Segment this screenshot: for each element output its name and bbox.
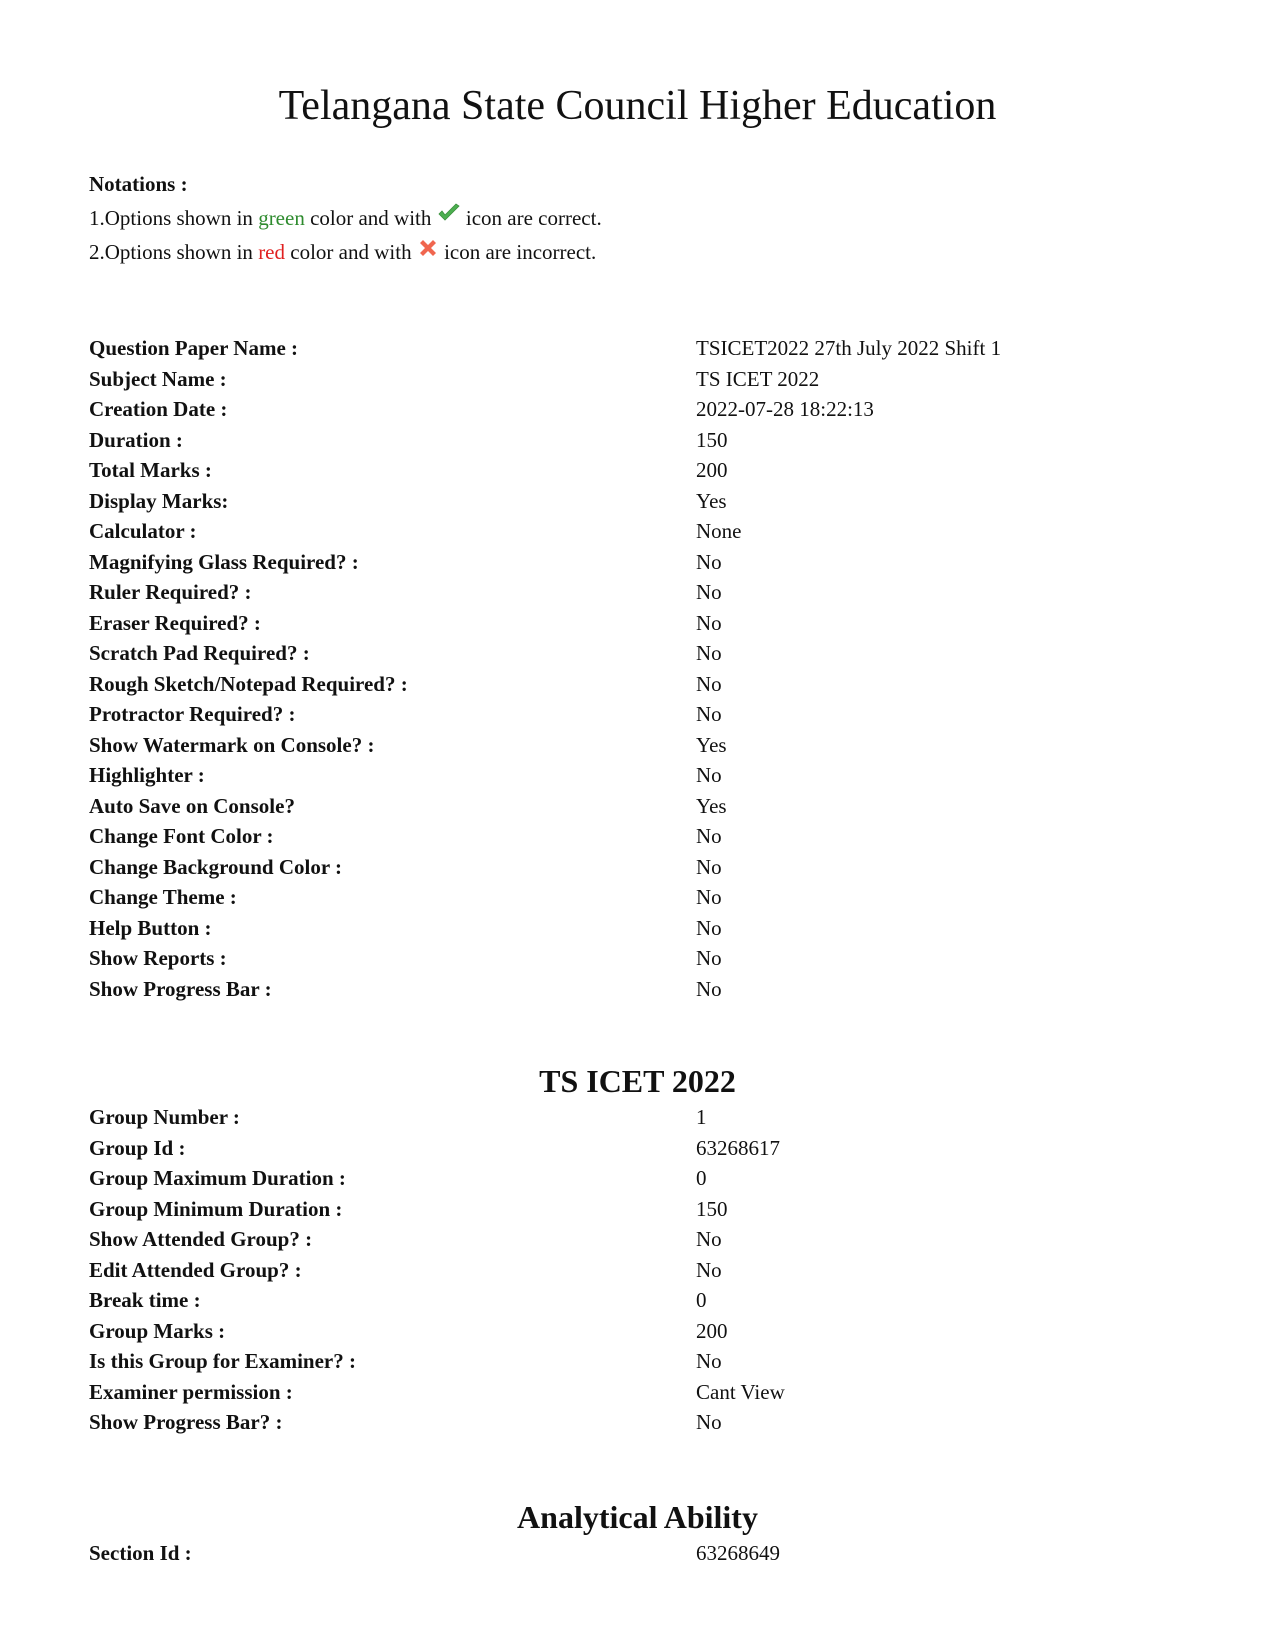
notation-correct-suffix: icon are correct. [460, 206, 602, 230]
field-label: Change Background Color : [89, 854, 343, 879]
field-label: Creation Date : [89, 397, 228, 421]
field-label: Question Paper Name : [89, 336, 299, 360]
info-row [89, 425, 1189, 456]
red-color-word: red [258, 240, 286, 264]
info-row [89, 577, 1189, 608]
info-row [89, 882, 1189, 913]
info-row [89, 730, 1189, 761]
info-row [89, 394, 1189, 425]
field-value: No [696, 549, 722, 574]
field-label: Change Theme : [89, 885, 237, 909]
field-value: 63268617 [696, 1135, 780, 1160]
field-value: Yes [696, 732, 727, 757]
field-value: No [696, 885, 722, 909]
section-info-table [89, 1538, 1189, 1569]
green-color-word: green [258, 206, 305, 230]
field-label: Show Attended Group? : [89, 1227, 313, 1251]
field-label: Protractor Required? : [89, 702, 296, 726]
field-value: 1 [696, 1105, 707, 1129]
field-label: Group Minimum Duration : [89, 1196, 343, 1221]
field-label: Edit Attended Group? : [89, 1257, 302, 1282]
field-label: Total Marks : [89, 458, 212, 482]
field-label: Scratch Pad Required? : [89, 641, 310, 665]
info-row [89, 1133, 1189, 1164]
check-icon [437, 200, 461, 220]
field-label: Rough Sketch/Notepad Required? : [89, 671, 408, 696]
field-label: Help Button : [89, 915, 212, 940]
info-row [89, 333, 1189, 364]
field-value: No [696, 1410, 722, 1434]
info-row [89, 364, 1189, 395]
info-row [89, 699, 1189, 730]
field-value: 0 [696, 1166, 707, 1190]
field-label: Show Reports : [89, 946, 227, 970]
notation-incorrect [89, 234, 602, 268]
field-value: No [696, 763, 722, 787]
info-row [89, 608, 1189, 639]
info-row [89, 1407, 1189, 1438]
info-row [89, 943, 1189, 974]
field-label: Ruler Required? : [89, 580, 252, 604]
group-heading: TS ICET 2022 [539, 1063, 736, 1099]
field-value: TSICET2022 27th July 2022 Shift 1 [696, 336, 1002, 360]
notation-incorrect-prefix: 2.Options shown in [89, 240, 259, 264]
field-label: Group Number : [89, 1105, 240, 1129]
info-row [89, 486, 1189, 517]
field-value: 150 [696, 427, 728, 452]
info-row [89, 974, 1189, 1005]
info-row [89, 760, 1189, 791]
field-label: Group Id : [89, 1135, 186, 1160]
info-row [89, 1224, 1189, 1255]
field-label: Magnifying Glass Required? : [89, 549, 359, 574]
field-value: No [696, 854, 722, 879]
field-value: No [696, 641, 722, 665]
field-value: TS ICET 2022 [696, 366, 820, 391]
field-value: 150 [696, 1196, 728, 1221]
info-row [89, 821, 1189, 852]
notation-correct [89, 200, 602, 234]
field-value: No [696, 671, 722, 696]
notation-incorrect-suffix: icon are incorrect. [438, 240, 597, 264]
info-row [89, 1285, 1189, 1316]
field-value: No [696, 824, 722, 848]
field-label: Duration : [89, 427, 183, 452]
info-row [89, 455, 1189, 486]
paper-info-table [89, 333, 1189, 1004]
field-value: No [696, 702, 722, 726]
page-title: Telangana State Council Higher Education [278, 83, 997, 129]
field-value: No [696, 915, 722, 940]
notation-incorrect-middle: color and with [285, 240, 417, 264]
info-row [89, 913, 1189, 944]
field-value: 200 [696, 458, 728, 482]
group-info-table [89, 1102, 1189, 1438]
field-label: Calculator : [89, 519, 197, 543]
field-value: No [696, 1257, 722, 1282]
field-value: Yes [696, 488, 727, 513]
field-label: Section Id : [89, 1541, 192, 1565]
field-label: Eraser Required? : [89, 610, 261, 635]
field-value: 2022-07-28 18:22:13 [696, 397, 874, 421]
notations-block [89, 168, 602, 268]
notation-correct-middle: color and with [304, 206, 437, 230]
cross-icon [417, 234, 439, 254]
info-row [89, 1316, 1189, 1347]
field-label: Subject Name : [89, 366, 227, 391]
field-label: Show Progress Bar : [89, 976, 272, 1001]
field-value: No [696, 610, 722, 635]
field-label: Group Marks : [89, 1318, 226, 1343]
info-row [89, 669, 1189, 700]
field-label: Display Marks: [89, 488, 229, 513]
field-value: None [696, 519, 742, 543]
info-row [89, 1346, 1189, 1377]
field-value: No [696, 976, 722, 1001]
info-row [89, 1538, 1189, 1569]
field-label: Is this Group for Examiner? : [89, 1349, 356, 1373]
field-label: Show Watermark on Console? : [89, 732, 375, 757]
field-value: No [696, 1349, 722, 1373]
field-label: Auto Save on Console? [89, 793, 295, 818]
field-label: Show Progress Bar? : [89, 1410, 283, 1434]
info-row [89, 1194, 1189, 1225]
field-value: No [696, 946, 722, 970]
field-value: Yes [696, 793, 727, 818]
field-label: Highlighter : [89, 763, 205, 787]
field-value: 63268649 [696, 1541, 780, 1565]
notation-correct-prefix: 1.Options shown in [89, 206, 259, 230]
info-row [89, 547, 1189, 578]
info-row [89, 516, 1189, 547]
field-value: No [696, 1227, 722, 1251]
section-heading: Analytical Ability [517, 1499, 758, 1535]
field-label: Break time : [89, 1288, 201, 1312]
field-value: Cant View [696, 1379, 785, 1404]
field-label: Change Font Color : [89, 824, 274, 848]
info-row [89, 852, 1189, 883]
field-value: No [696, 580, 722, 604]
info-row [89, 638, 1189, 669]
info-row [89, 1163, 1189, 1194]
field-label: Examiner permission : [89, 1379, 293, 1404]
field-value: 200 [696, 1318, 728, 1343]
info-row [89, 1255, 1189, 1286]
info-row [89, 1102, 1189, 1133]
info-row [89, 791, 1189, 822]
field-label: Group Maximum Duration : [89, 1166, 346, 1190]
notations-heading: Notations : [89, 172, 188, 196]
field-value: 0 [696, 1288, 707, 1312]
info-row [89, 1377, 1189, 1408]
